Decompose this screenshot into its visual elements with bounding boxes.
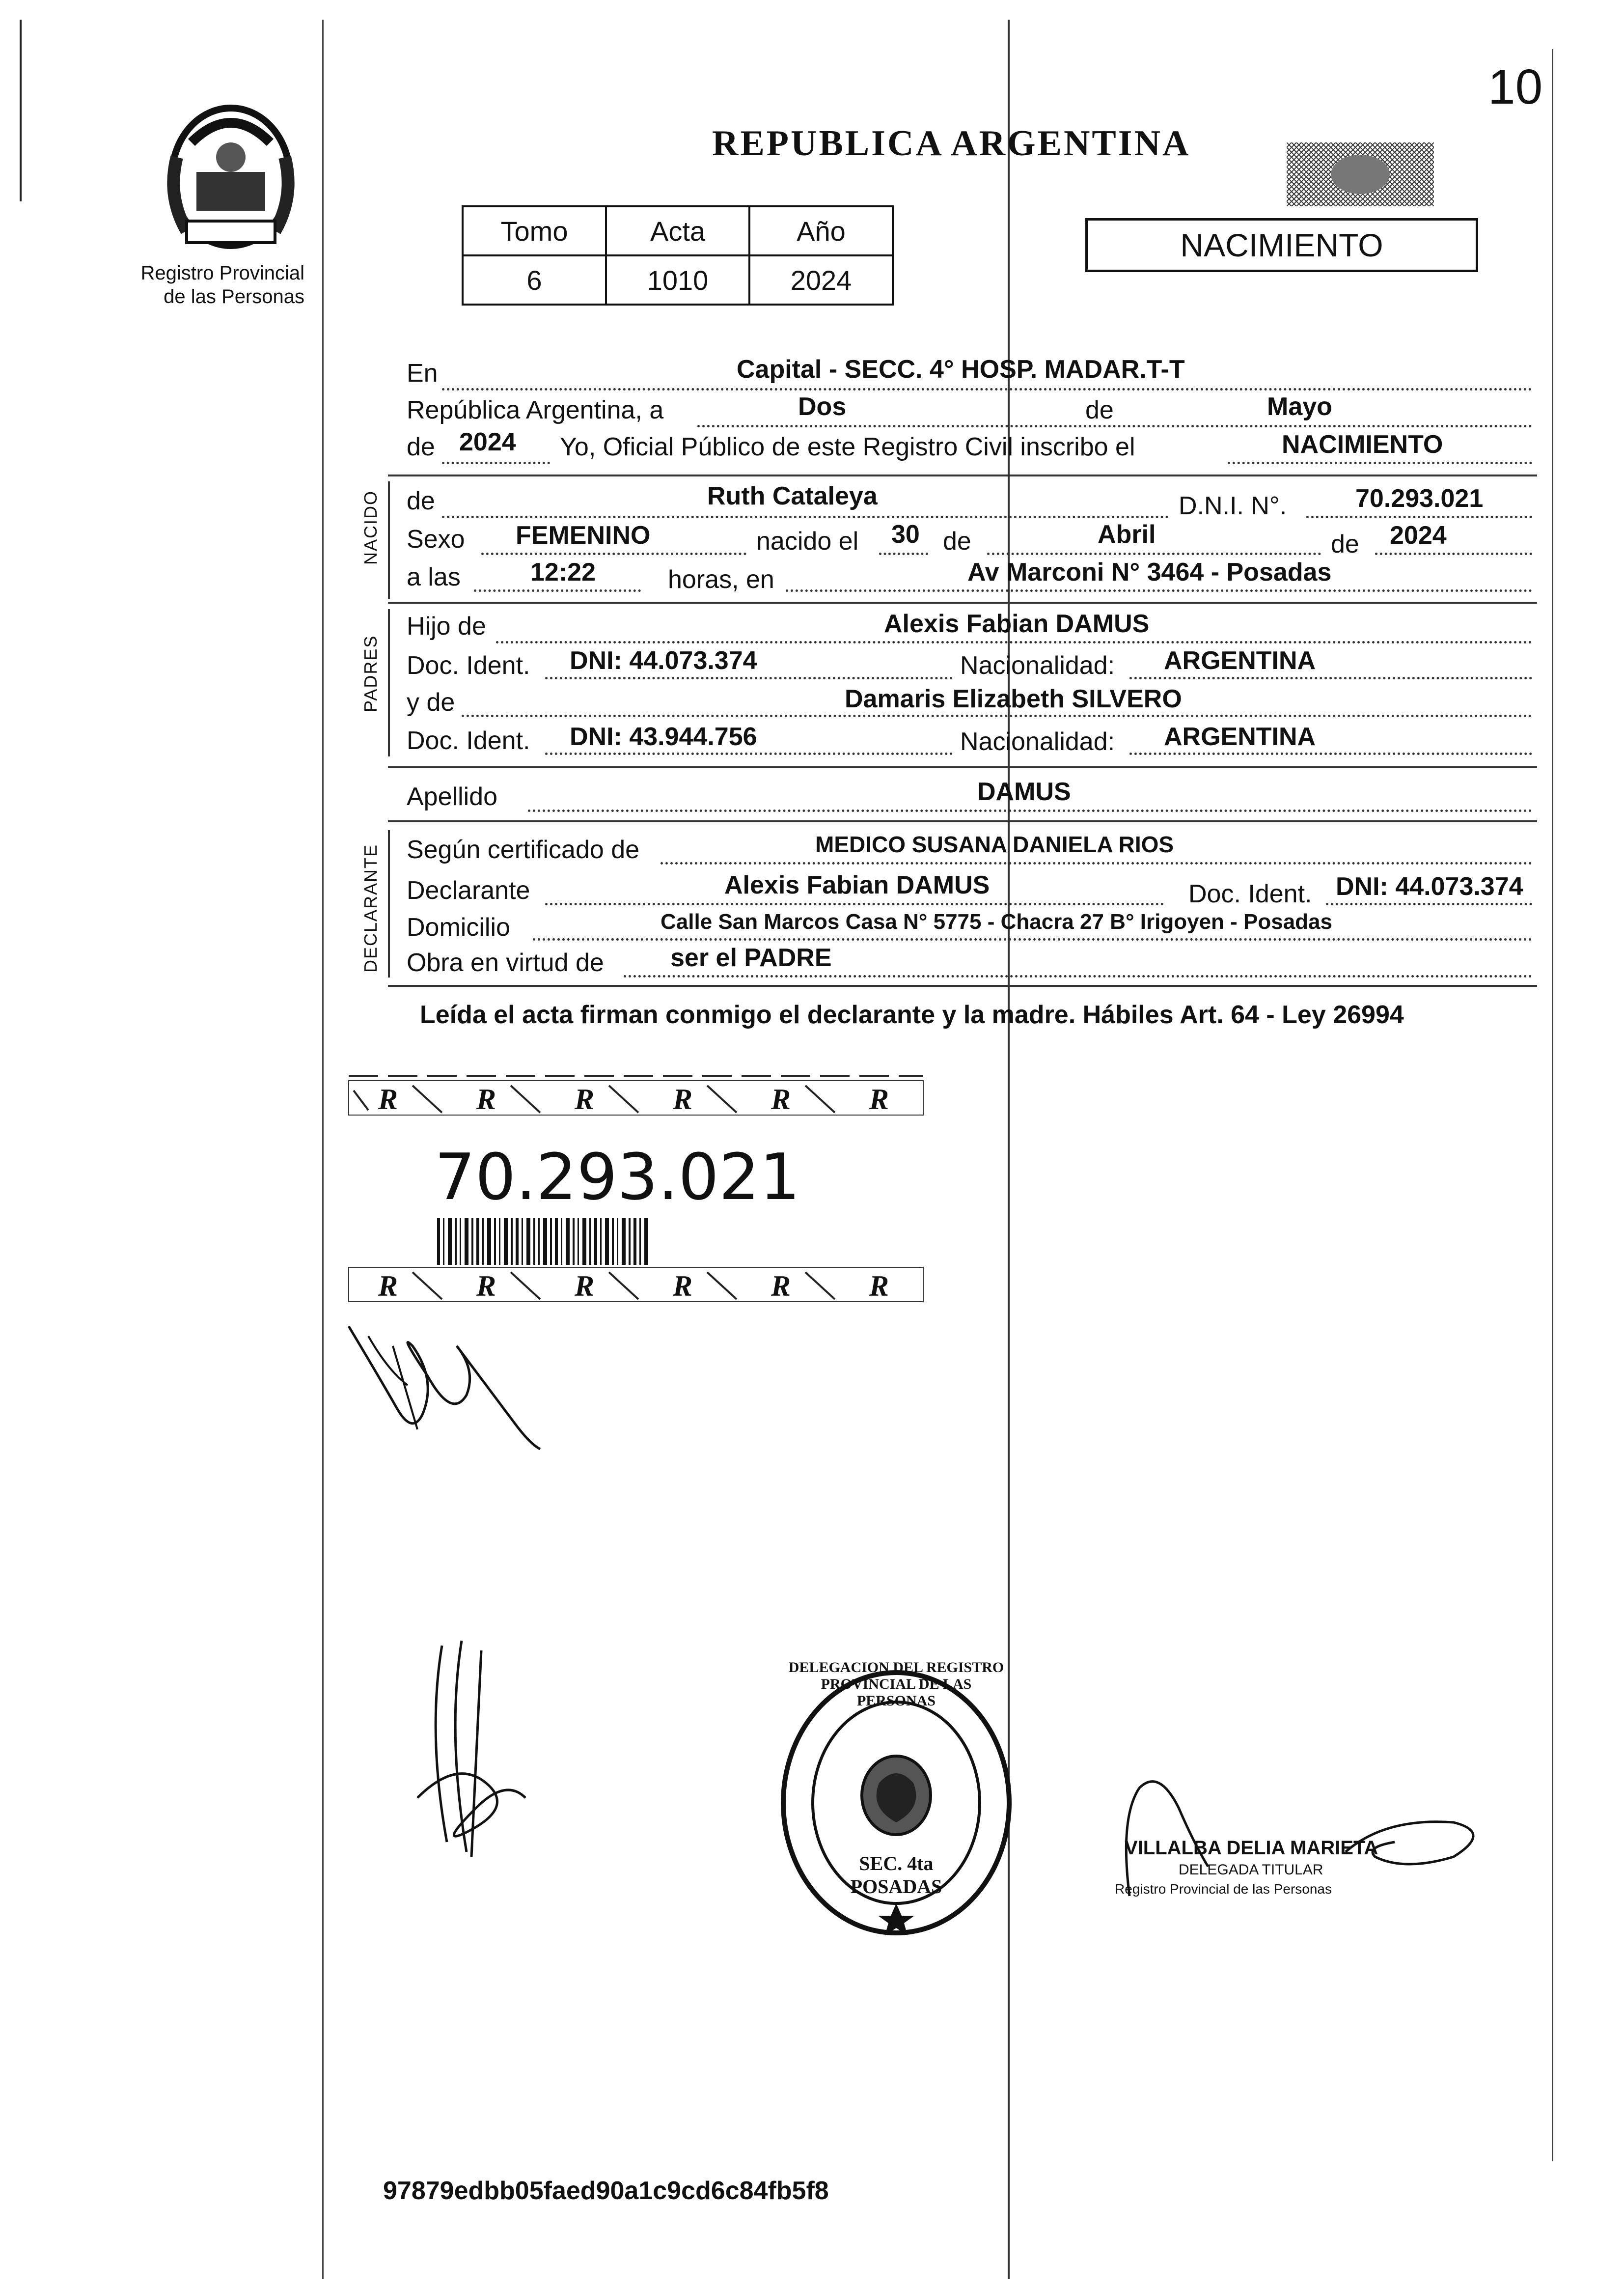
scan-left-edge-line	[20, 20, 22, 201]
anio-dots	[442, 462, 550, 464]
padre-nac-label: Nacionalidad:	[960, 651, 1115, 680]
padres-bracket	[388, 609, 390, 756]
padres-divider	[388, 766, 1537, 768]
anio-value: 2024	[459, 428, 516, 456]
mes-dots	[987, 553, 1321, 555]
y-de-label: y de	[407, 688, 455, 717]
domicilio-label: Domicilio	[407, 913, 510, 942]
declarante-doc-label: Doc. Ident.	[1188, 880, 1312, 908]
svg-text:R: R	[575, 1270, 595, 1302]
nacido-divider	[388, 602, 1537, 604]
republica-dots	[697, 425, 1532, 427]
nacido-anio-dots	[1375, 553, 1532, 555]
domicilio-dots	[533, 938, 1532, 941]
nacido-de-label: de	[407, 487, 435, 515]
nacido-dia: 30	[891, 520, 920, 549]
logo-caption-line1: Registro Provincial	[140, 262, 304, 284]
svg-text:R: R	[476, 1270, 496, 1302]
apellido-divider	[388, 820, 1537, 822]
declarante-signature	[339, 1316, 545, 1454]
nombre-dots	[442, 516, 1169, 518]
acto-value: NACIMIENTO	[1282, 430, 1443, 459]
obra-value: ser el PADRE	[670, 944, 832, 972]
apellido-label: Apellido	[407, 782, 498, 811]
padre-dots	[496, 641, 1532, 643]
svg-text:R: R	[378, 1083, 398, 1116]
svg-text:R: R	[673, 1083, 693, 1116]
svg-text:R: R	[575, 1083, 595, 1116]
dni-dots	[1306, 516, 1532, 518]
logo-caption	[133, 261, 304, 308]
padre-doc-label: Doc. Ident.	[407, 651, 530, 680]
de-mes-label: de	[1085, 396, 1114, 424]
acta-value-anio: 2024	[749, 255, 893, 305]
acta-header-anio: Año	[749, 206, 893, 255]
declarante-divider	[388, 985, 1537, 987]
section-label-padres: PADRES	[360, 635, 381, 712]
certificado-label: Según certificado de	[407, 836, 640, 864]
svg-text:R: R	[771, 1083, 791, 1116]
apellido-dots	[528, 810, 1532, 812]
nacido-hora: 12:22	[530, 558, 596, 587]
padre-doc-dots	[545, 677, 953, 679]
security-hologram	[1287, 142, 1434, 206]
horas-en-label: horas, en	[668, 565, 774, 594]
acta-header-tomo: Tomo	[463, 206, 606, 255]
sexo-label: Sexo	[407, 525, 465, 554]
declarante-doc: DNI: 44.073.374	[1336, 872, 1523, 901]
declarante-label: Declarante	[407, 876, 530, 905]
page-number: 10	[1488, 59, 1543, 114]
svg-text:R: R	[378, 1270, 398, 1302]
section-label-nacido: NACIDO	[360, 490, 381, 565]
madre-nac-label: Nacionalidad:	[960, 727, 1115, 756]
domicilio-value: Calle San Marcos Casa N° 5775 - Chacra 27 B° Irigoyen - Posadas	[661, 910, 1332, 934]
section-label-declarante: DECLARANTE	[360, 843, 381, 973]
padre-nacionalidad: ARGENTINA	[1164, 646, 1316, 675]
nacido-bracket	[388, 481, 390, 599]
lugar-dots	[786, 589, 1532, 592]
de-anio-label: de	[407, 433, 435, 461]
certificado-dots	[661, 862, 1532, 865]
madre-doc-label: Doc. Ident.	[407, 726, 530, 755]
intro-divider	[388, 475, 1537, 476]
alas-label: a las	[407, 563, 461, 591]
declarante-dots	[545, 903, 1164, 905]
acta-value-acta: 1010	[606, 255, 749, 305]
acto-dots	[1228, 462, 1532, 464]
madre-signature	[408, 1636, 545, 1872]
nacido-de2-label: de	[943, 527, 971, 556]
dia-value: Dos	[798, 392, 847, 421]
sexo-value: FEMENINO	[516, 521, 651, 550]
en-value: Capital - SECC. 4° HOSP. MADAR.T-T	[737, 355, 1185, 384]
sticker-number: 70.293.021	[435, 1140, 800, 1214]
document-hash: 97879edbb05faed90a1c9cd6c84fb5f8	[383, 2177, 829, 2205]
document-title: REPUBLICA ARGENTINA	[712, 123, 1191, 164]
delegacion-stamp	[776, 1659, 1017, 1940]
leida-text: Leída el acta firman conmigo el declarante y la madre. Hábiles Art. 64 - Ley 26994	[420, 1001, 1404, 1029]
id-sticker	[339, 1066, 928, 1312]
nacido-nombre: Ruth Cataleya	[707, 482, 878, 510]
official-role: DELEGADA TITULAR	[1179, 1862, 1323, 1878]
stamp-inner-text: SEC. 4ta POSADAS	[850, 1852, 942, 1898]
dni-label: D.N.I. N°.	[1179, 492, 1287, 520]
official-name: VILLALBA DELIA MARIETA	[1125, 1837, 1378, 1859]
declarante-nombre: Alexis Fabian DAMUS	[724, 871, 990, 899]
acta-value-tomo: 6	[463, 255, 606, 305]
svg-text:R: R	[673, 1270, 693, 1302]
stamp-ring-text: DELEGACION DEL REGISTRO PROVINCIAL DE LAS PERSONAS	[788, 1659, 1004, 1709]
en-dots	[442, 388, 1532, 391]
province-seal-logo	[157, 98, 304, 255]
oficial-text: Yo, Oficial Público de este Registro Civil inscribo el	[560, 433, 1135, 461]
madre-doc-dots	[545, 753, 953, 755]
scan-margin-line	[322, 20, 324, 2279]
hora-dots	[474, 589, 641, 592]
republica-label: República Argentina, a	[407, 396, 664, 424]
scan-right-edge-line	[1552, 49, 1553, 2161]
svg-text:R: R	[869, 1083, 889, 1116]
logo-caption-line2: de las Personas	[164, 286, 304, 307]
svg-text:R: R	[869, 1270, 889, 1302]
certificado-value: MEDICO SUSANA DANIELA RIOS	[815, 832, 1174, 857]
nacido-dni: 70.293.021	[1355, 484, 1484, 513]
declarante-bracket	[388, 830, 390, 978]
svg-text:R: R	[476, 1083, 496, 1116]
madre-doc: DNI: 43.944.756	[570, 723, 757, 751]
en-label: En	[407, 359, 438, 388]
nacido-lugar: Av Marconi N° 3464 - Posadas	[967, 558, 1332, 587]
declarante-doc-dots	[1326, 903, 1532, 905]
padre-nombre: Alexis Fabian DAMUS	[884, 610, 1150, 638]
nacido-de3-label: de	[1331, 530, 1359, 559]
dia-dots	[879, 553, 928, 555]
madre-nacionalidad: ARGENTINA	[1164, 723, 1316, 751]
padre-nac-dots	[1129, 677, 1532, 679]
mes-value: Mayo	[1267, 392, 1332, 421]
nacido-el-label: nacido el	[756, 527, 859, 556]
madre-nombre: Damaris Elizabeth SILVERO	[845, 685, 1182, 713]
acta-header-acta: Acta	[606, 206, 749, 255]
hijo-de-label: Hijo de	[407, 612, 486, 641]
obra-dots	[624, 975, 1532, 978]
madre-nac-dots	[1129, 753, 1532, 755]
nacido-anio: 2024	[1390, 521, 1447, 550]
nacido-mes: Abril	[1098, 520, 1156, 549]
official-org: Registro Provincial de las Personas	[1115, 1881, 1332, 1897]
record-type-box: NACIMIENTO	[1085, 218, 1478, 272]
acta-table	[462, 205, 894, 306]
svg-text:R: R	[771, 1270, 791, 1302]
obra-label: Obra en virtud de	[407, 949, 604, 977]
padre-doc: DNI: 44.073.374	[570, 646, 757, 675]
madre-dots	[462, 715, 1532, 717]
apellido-value: DAMUS	[977, 778, 1071, 806]
sexo-dots	[481, 553, 746, 555]
